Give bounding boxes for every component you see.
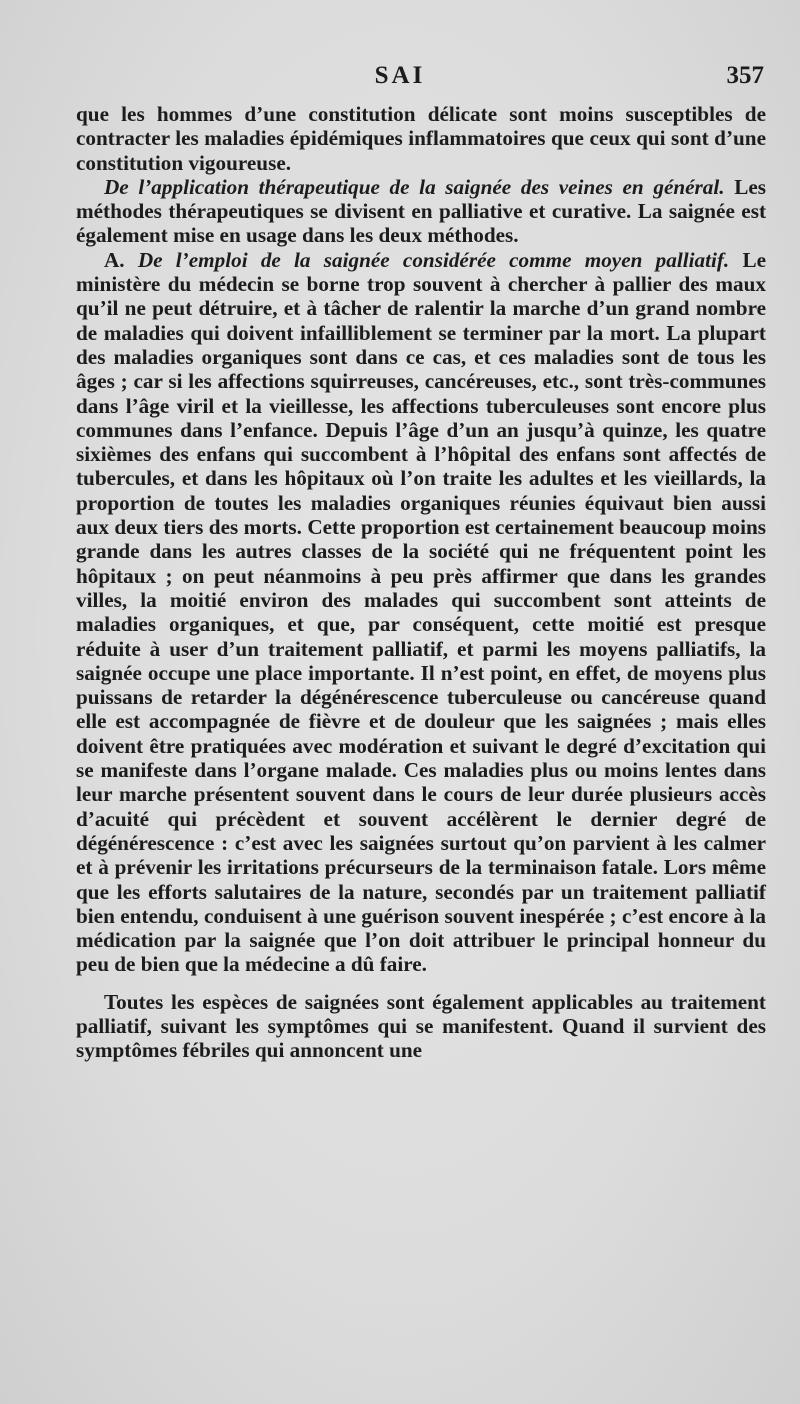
paragraph-palliatif	[76, 248, 766, 977]
section-heading-application: De l’application thérapeutique de la saignée des veines en général.	[104, 174, 725, 199]
page-header	[0, 62, 800, 102]
paragraph-continuation: que les hommes d’une constitution délicate sont moins susceptibles de contracter les maladies épidémiques inflammatoires que ceux qui sont d’une constitution vigoureuse.	[76, 102, 766, 175]
body-text	[76, 102, 766, 1063]
page-number: 357	[726, 62, 764, 89]
running-head: SAI	[374, 62, 426, 89]
paragraph-palliatif-body: Le ministère du médecin se borne trop souvent à chercher à pallier des maux qu’il ne peut détruire, et à tâcher de ralentir la marche d’un grand nombre de maladies qui doivent infailliblement se terminer par la mort. La plupart des maladies organiques sont dans ce cas, et ces maladies sont de tous les âges ; car si les affections squirreuses, cancéreuses, etc., sont très-communes dans l’âge viril et la vieillesse, les affections tuberculeuses sont encore plus communes dans l’enfance. Depuis l’âge d’un an jusqu’à quinze, les quatre sixièmes des enfans qui succombent à l’hôpital des enfans sont affectés de tubercules, et dans les hôpitaux où l’on traite les adultes et les vieillards, la proportion de toutes les maladies organiques réunies équivaut bien aussi aux deux tiers des morts. Cette proportion est certainement beaucoup moins grande dans les autres classes de la société qui ne fréquentent point les hôpitaux ; on peut néanmoins à peu près affirmer que dans les grandes villes, la moitié environ des malades qui succombent sont atteints de maladies organiques, et que, par conséquent, cette moitié est presque réduite à user d’un traitement palliatif, et parmi les moyens palliatifs, la saignée occupe une place importante. Il n’est point, en effet, de moyens plus puissans de retarder la dégénérescence tuberculeuse ou cancéreuse quand elle est accompagnée de fièvre et de douleur que les saignées ; mais elles doivent être pratiquées avec modération et suivant le degré d’excitation qui se manifeste dans l’organe malade. Ces maladies plus ou moins lentes dans leur marche présentent souvent dans le cours de leur durée plusieurs accès d’acuité qui précèdent et souvent accélèrent le dernier degré de dégénérescence : c’est avec les saignées surtout qu’on parvient à les calmer et à prévenir les irritations précurseurs de la terminaison fatale. Lors même que les efforts salutaires de la nature, secondés par un traitement palliatif bien entendu, conduisent à une guérison souvent inespérée ; c’est encore à la médication par la saignée que l’on doit attribuer le principal honneur du peu de bien que la médecine a dû faire.	[76, 247, 766, 977]
paragraph-application	[76, 175, 766, 248]
paragraph-especes: Toutes les espèces de saignées sont également applicables au traitement palliatif, suivant les symptômes qui se manifestent. Quand il survient des symptômes fébriles qui annoncent une	[76, 989, 766, 1063]
paragraph-application-body: Les méthodes thérapeutiques se divisent en palliative et curative. La saignée est également mise en usage dans les deux méthodes.	[76, 174, 766, 248]
section-heading-palliatif: De l’emploi de la saignée considérée comme moyen palliatif.	[137, 247, 730, 272]
section-label-a: A.	[104, 247, 138, 272]
